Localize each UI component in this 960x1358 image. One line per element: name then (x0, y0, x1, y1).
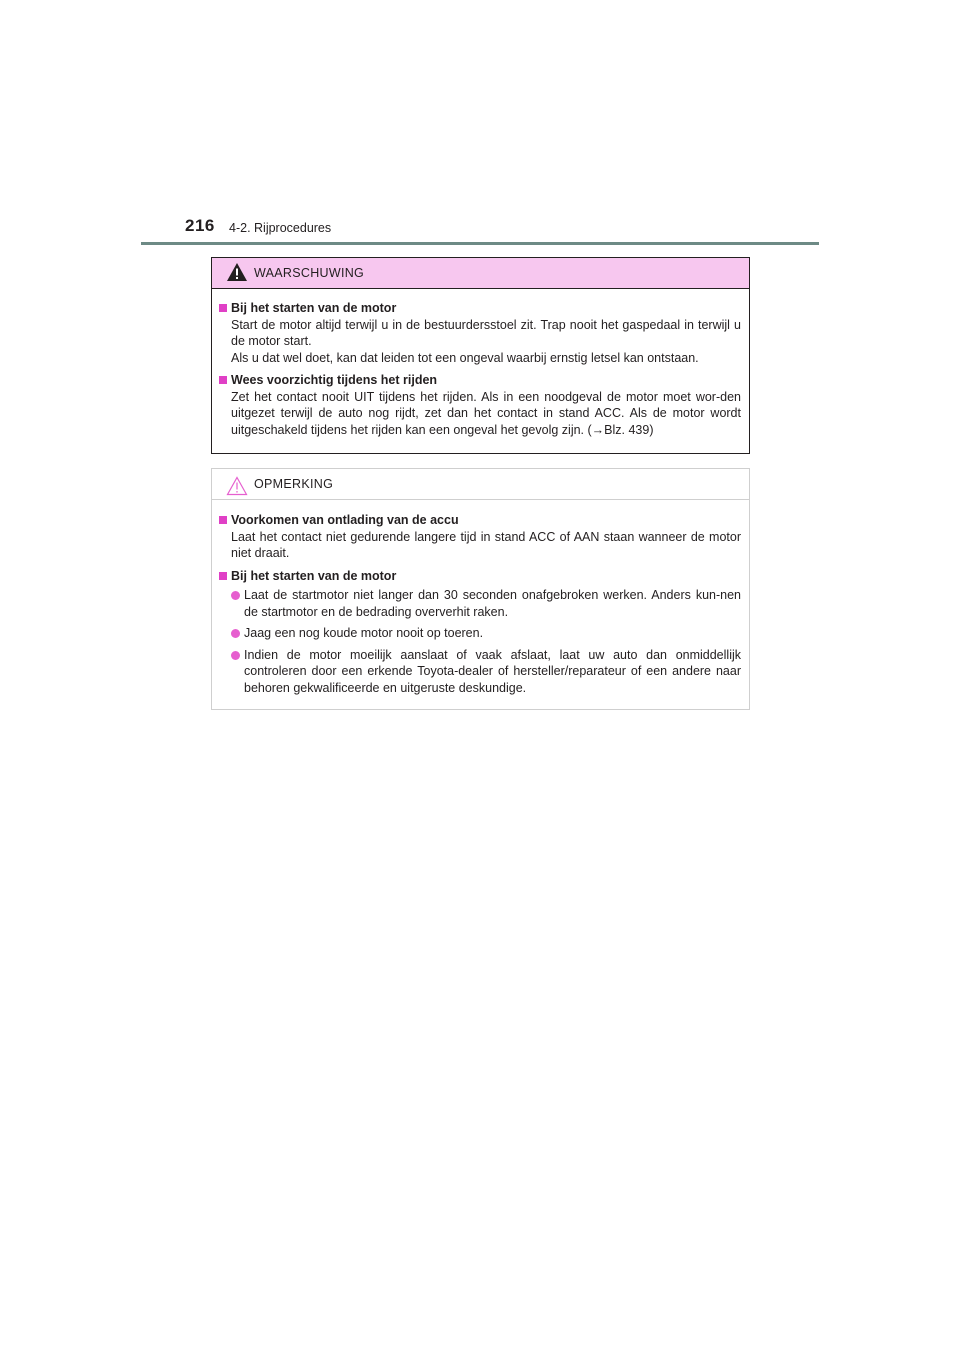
notice-item-title (219, 512, 741, 529)
square-bullet-icon (219, 516, 227, 524)
notice-content (212, 500, 749, 711)
warning-label: WAARSCHUWING (254, 266, 365, 280)
notice-bullet (219, 587, 741, 620)
warning-triangle-icon (226, 262, 248, 282)
notice-item-battery (219, 512, 741, 562)
warning-header (212, 258, 749, 289)
caution-triangle-icon (226, 476, 248, 496)
notice-bullet-text: Laat de startmotor niet langer dan 30 seconden onafgebroken werken. Anders kun-nen de startmotor en de bedrading oververhit raken. (244, 588, 741, 619)
warning-item-driving (219, 372, 741, 438)
warning-item-line: Zet het contact nooit UIT tijdens het rijden. Als in een noodgeval de motor moet wor-den uitgezet terwijl de auto nog rijdt, zet dan het contact in stand ACC. Als de motor wordt uitgeschakeld tijdens het rijden kan een ongeval het gevolg zijn. (→Blz. 439) (231, 389, 741, 437)
warning-item-title-text: Wees voorzichtig tijdens het rijden (231, 373, 438, 387)
notice-item-starting (219, 568, 741, 697)
warning-item-title (219, 372, 741, 389)
square-bullet-icon (219, 572, 227, 580)
notice-bullet (219, 625, 741, 642)
section-title: 4-2. Rijprocedures (229, 221, 332, 235)
page-number: 216 (185, 216, 215, 235)
warning-box (211, 257, 750, 454)
notice-item-title-text: Bij het starten van de motor (231, 568, 397, 583)
notice-item-title-text: Voorkomen van ontlading van de accu (231, 513, 459, 527)
notice-header (212, 469, 749, 500)
notice-bullet (219, 647, 741, 697)
warning-item-body (219, 389, 741, 439)
notice-bullet-text: Indien de motor moeilijk aanslaat of vaak afslaat, laat uw auto dan onmiddellijk controleren door een erkende Toyota-dealer of hersteller/reparateur of een andere naar behoren gekwalificeerde en uitgeruste deskundige. (244, 647, 741, 695)
circle-bullet-icon (231, 629, 240, 638)
circle-bullet-icon (231, 591, 240, 600)
notice-box (211, 468, 750, 710)
circle-bullet-icon (231, 651, 240, 660)
warning-item-title (219, 300, 741, 317)
warning-content (212, 289, 749, 453)
square-bullet-icon (219, 376, 227, 384)
notice-item-title (219, 568, 741, 585)
square-bullet-icon (219, 304, 227, 312)
warning-item-line: Als u dat wel doet, kan dat leiden tot een ongeval waarbij ernstig letsel kan ontstaan. (231, 350, 699, 365)
notice-label: OPMERKING (254, 477, 334, 491)
notice-bullet-text: Jaag een nog koude motor nooit op toeren. (244, 626, 484, 640)
header-rule (141, 242, 819, 245)
warning-item-starting (219, 300, 741, 366)
notice-item-body: Laat het contact niet gedurende langere tijd in stand ACC of AAN staan wanneer de motor niet draait. (231, 529, 741, 560)
warning-item-line: Start de motor altijd terwijl u in de bestuurdersstoel zit. Trap nooit het gaspedaal in terwijl u de motor start. (231, 317, 741, 348)
warning-item-body (219, 317, 741, 367)
warning-item-title-text: Bij het starten van de motor (231, 301, 397, 315)
